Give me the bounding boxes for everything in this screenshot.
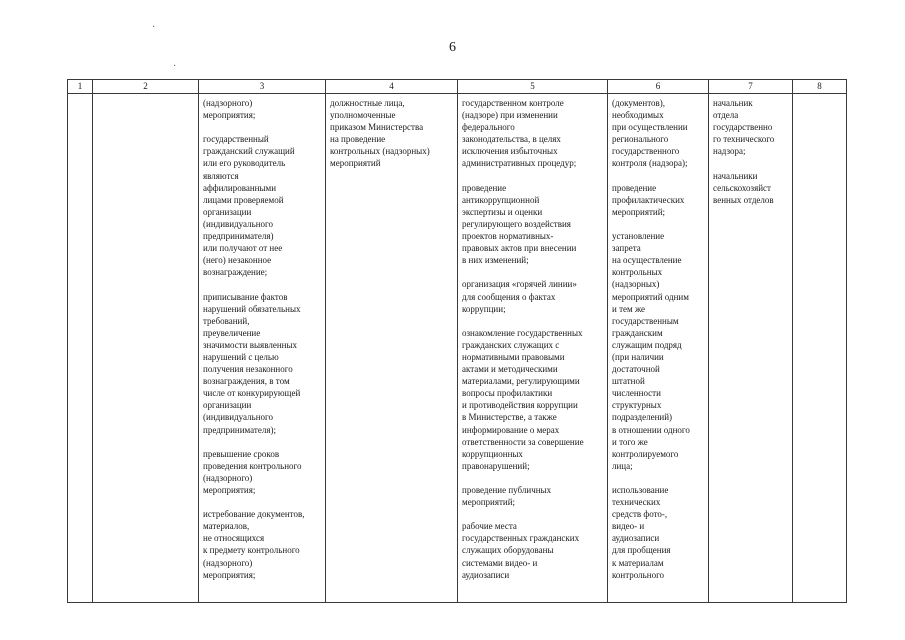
text-line: (надзорного) [203, 98, 253, 108]
text-line: мероприятия; [203, 485, 256, 495]
text-line: материалов, [203, 521, 250, 532]
text-line: вознаграждения, в том [203, 376, 290, 387]
text-line: мероприятий одним [612, 291, 689, 302]
column-number-3: 3 [199, 80, 326, 94]
text-line: необходимых [612, 110, 664, 121]
text-line [462, 508, 605, 520]
text-line [462, 170, 605, 182]
text-line: материалами, регулирующими [462, 376, 580, 387]
text-line: преувеличение [203, 327, 261, 338]
text-line: приписывание фактов [203, 291, 288, 302]
text-line: гражданских служащих с [462, 339, 560, 350]
text-line: мероприятий; [462, 497, 516, 508]
text-line: го технического [713, 134, 775, 145]
text-line: начальники [713, 170, 758, 181]
text-line: ознакомление государственных [462, 327, 583, 338]
text-line: аудиозаписи [612, 533, 660, 544]
text-line: мероприятия; [203, 569, 256, 580]
text-line: (надзоре) при изменении [462, 110, 558, 121]
text-line: видео- и [612, 521, 645, 532]
text-line: или его руководитель [203, 158, 286, 169]
text-line: в Министерстве, а также [462, 412, 557, 423]
text-line: численности [612, 388, 661, 399]
text-line: (индивидуального [203, 218, 274, 229]
text-line: лицами проверяемой [203, 194, 284, 205]
text-line: рабочие места [462, 521, 517, 532]
text-line: аудиозаписи [462, 569, 510, 580]
text-line: к материалам [612, 557, 664, 568]
text-line: вопросы профилактики [462, 388, 553, 399]
text-line: исключения избыточных [462, 146, 558, 157]
text-line: вознаграждение; [203, 267, 268, 278]
text-line: или получают от нее [203, 243, 283, 254]
cell-minimization-measures [458, 94, 608, 603]
text-line: организация «горячей линии» [462, 279, 577, 290]
table-row [68, 94, 847, 603]
text-line [203, 436, 323, 448]
text-line: штатной [612, 376, 645, 387]
text-line: и того же [612, 436, 648, 447]
text-line: установление [612, 231, 665, 242]
text-line: (документов), [612, 98, 666, 108]
text-line: (при наличии [612, 351, 664, 362]
text-line: (надзорных) [612, 279, 660, 290]
text-line: (надзорного) [203, 472, 253, 483]
text-line: проведения контрольного [203, 460, 302, 471]
column-number-8: 8 [793, 80, 847, 94]
text-line: начальник [713, 98, 753, 108]
column-number-row [68, 80, 847, 94]
text-line: надзора; [713, 146, 746, 157]
text-line: приказом Министерства [330, 122, 424, 133]
text-line: контрольных [612, 267, 663, 278]
text-line: правонарушений; [462, 460, 530, 471]
text-line: гражданский служащий [203, 146, 295, 157]
text-line: государственный [203, 134, 269, 145]
text-line: профилактических [612, 194, 685, 205]
text-line: и тем же [612, 303, 646, 314]
text-line: для пробщения [612, 545, 671, 556]
text-line: на осуществление [612, 255, 682, 266]
text-line [203, 496, 323, 508]
text-line: и противодействия коррупции [462, 400, 578, 411]
text-line: отдела [713, 110, 739, 121]
text-line: контрольных (надзорных) [330, 146, 430, 157]
text-line: контроля (надзора); [612, 158, 688, 169]
cell-col-8 [793, 94, 847, 603]
text-line: информирование о мерах [462, 424, 560, 435]
text-line: сельскохозяйст [713, 182, 771, 193]
text-line: к предмету контрольного [203, 545, 300, 556]
text-line: коррупционных [462, 448, 523, 459]
text-line: использование [612, 485, 669, 495]
column-number-4: 4 [326, 80, 458, 94]
scan-speck: · [173, 61, 177, 72]
text-line: служащих оборудованы [462, 545, 554, 556]
text-line: требований, [203, 315, 250, 326]
text-line: регионального [612, 134, 669, 145]
text-line [612, 472, 706, 484]
text-line: не относящихся [203, 533, 265, 544]
text-line: законодательства, в целях [462, 134, 561, 145]
text-line: должностные лица, [330, 98, 405, 108]
text-line: венных отделов [713, 194, 774, 205]
text-line: государственного [612, 146, 680, 157]
text-line: коррупции; [462, 303, 506, 314]
text-line: числе от конкурирующей [203, 388, 301, 399]
column-number-7: 7 [709, 80, 793, 94]
text-line: государственном контроле [462, 98, 564, 108]
text-line: проектов нормативных- [462, 231, 554, 242]
text-line [612, 218, 706, 230]
text-line: служащим подряд [612, 339, 682, 350]
text-line: административных процедур; [462, 158, 577, 169]
text-line: на проведение [330, 134, 386, 145]
text-line: государственным [612, 315, 679, 326]
text-line: гражданским [612, 327, 663, 338]
text-line: превышение сроков [203, 448, 280, 459]
cell-corruption-risks [199, 94, 326, 603]
text-line: экспертизы и оценки [462, 206, 543, 217]
text-line: нарушений обязательных [203, 303, 301, 314]
text-line: регулирующего воздействия [462, 218, 571, 229]
text-line: подразделений) [612, 412, 673, 423]
text-line: (индивидуального [203, 412, 274, 423]
text-line: государственных гражданских [462, 533, 580, 544]
text-line: нарушений с целью [203, 351, 279, 362]
text-line [462, 472, 605, 484]
text-line: проведение [462, 182, 507, 193]
text-line: предпринимателя) [203, 231, 274, 242]
text-line: актами и методическими [462, 364, 558, 375]
text-line: антикоррупционной [462, 194, 540, 205]
text-line: предпринимателя); [203, 424, 276, 435]
text-line: контрольного [612, 569, 665, 580]
text-line: организации [203, 206, 252, 217]
text-line: для сообщения о фактах [462, 291, 556, 302]
text-line: достаточной [612, 364, 660, 375]
text-line: мероприятий [330, 158, 381, 169]
text-line: организации [203, 400, 252, 411]
text-line: нормативными правовыми [462, 351, 565, 362]
cell-proposed-measures [608, 94, 709, 603]
text-line: запрета [612, 243, 641, 254]
text-line: истребование документов, [203, 509, 305, 520]
text-line [462, 315, 605, 327]
text-line: технических [612, 497, 661, 508]
cell-responsible-heads [709, 94, 793, 603]
text-line: лица; [612, 460, 633, 471]
cell-col-2 [93, 94, 199, 603]
text-line: системами видео- и [462, 557, 538, 568]
scan-speck: · [152, 22, 156, 33]
text-line: проведение публичных [462, 485, 552, 495]
text-line: проведение [612, 182, 657, 193]
text-line: в отношении одного [612, 424, 690, 435]
text-line: (него) незаконное [203, 255, 272, 266]
text-line: (надзорного) [203, 557, 253, 568]
page-number: 6 [449, 40, 456, 55]
cell-responsible-officials [326, 94, 458, 603]
text-line [203, 278, 323, 290]
text-line: мероприятий; [612, 206, 666, 217]
text-line: структурных [612, 400, 662, 411]
text-line: уполномоченные [330, 110, 396, 121]
text-line: мероприятия; [203, 110, 256, 121]
measures-table [67, 79, 847, 603]
text-line [612, 170, 706, 182]
text-line [462, 266, 605, 278]
text-line: правовых актов при внесении [462, 243, 577, 254]
text-line: аффилированными [203, 182, 277, 193]
text-line [203, 121, 323, 133]
cell-col-1 [68, 94, 93, 603]
text-line: контролируемого [612, 448, 679, 459]
text-line: федерального [462, 122, 515, 133]
text-line: государственно [713, 122, 773, 133]
column-number-2: 2 [93, 80, 199, 94]
text-line: при осуществлении [612, 122, 688, 133]
text-line: получения незаконного [203, 364, 293, 375]
text-line [713, 157, 790, 169]
text-line: значимости выявленных [203, 339, 297, 350]
column-number-5: 5 [458, 80, 608, 94]
text-line: являются [203, 170, 239, 181]
text-line: ответственности за совершение [462, 436, 584, 447]
column-number-6: 6 [608, 80, 709, 94]
text-line: средств фото-, [612, 509, 668, 520]
text-line: в них изменений; [462, 255, 529, 266]
column-number-1: 1 [68, 80, 93, 94]
